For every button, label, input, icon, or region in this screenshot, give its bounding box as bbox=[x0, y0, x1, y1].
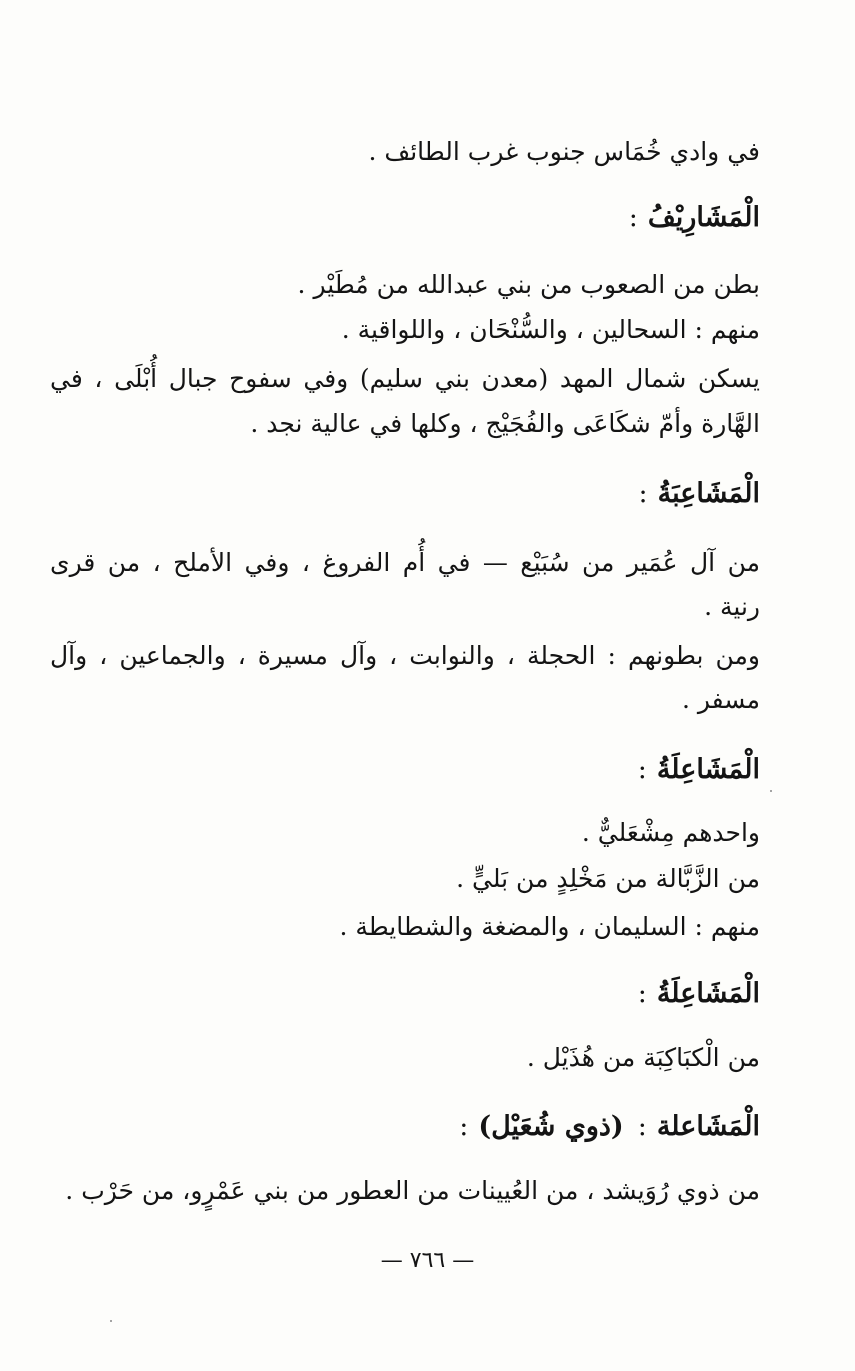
entry-text-line: مسفر . bbox=[681, 685, 760, 714]
entry-heading-mashareef bbox=[629, 200, 760, 236]
heading-colon: : bbox=[637, 1111, 647, 1142]
entry-text-line: من ذوي رُوَيشد ، من العُيينات من العطور من بني عَمْرٍو، من حَرْب . bbox=[65, 1176, 760, 1205]
entry-title: الْمَشَارِيْفُ bbox=[647, 202, 760, 233]
heading-colon: : bbox=[628, 202, 638, 233]
entry-text-line: رنية . bbox=[704, 592, 760, 621]
entry-text-line: من الزَّبَّالة من مَخْلِدٍ من بَليٍّ . bbox=[456, 864, 760, 893]
heading-colon: : bbox=[637, 978, 647, 1009]
heading-colon: : bbox=[637, 754, 647, 785]
entry-text-line: واحدهم مِشْعَليٌّ . bbox=[581, 818, 760, 847]
entry-title-extra: (ذوي شُعَيْل) bbox=[478, 1111, 624, 1142]
entry-title: الْمَشَاعِبَةُ bbox=[657, 478, 760, 509]
heading-colon: : bbox=[638, 478, 648, 509]
entry-title: الْمَشَاعلة bbox=[656, 1111, 760, 1142]
entry-title: الْمَشَاعِلَةُ bbox=[656, 754, 760, 785]
entry-heading-mashaaba bbox=[639, 476, 761, 512]
page-number: — ٧٦٦ — bbox=[380, 1248, 475, 1273]
entry-text-line: منهم : السحالين ، والسُّنْحَان ، واللواقية . bbox=[341, 315, 760, 344]
entry-text-line: بطن من الصعوب من بني عبدالله من مُطَيْر . bbox=[297, 270, 760, 299]
entry-heading-mashaila-dhawi-shuail bbox=[459, 1109, 760, 1145]
entry-text-line: الهَّارة وأمّ شكَاعَى والفُجَيْج ، وكلها في عالية نجد . bbox=[250, 409, 760, 438]
heading-colon: : bbox=[459, 1111, 469, 1142]
entry-title: الْمَشَاعِلَةُ bbox=[656, 978, 760, 1009]
continuation-line: في وادي خُمَاس جنوب غرب الطائف . bbox=[368, 137, 760, 166]
entry-text-line: ومن بطونهم : الحجلة ، والنوابت ، وآل مسيرة ، والجماعين ، وآل bbox=[50, 641, 760, 670]
entry-heading-mashaila-2 bbox=[638, 976, 760, 1012]
entry-heading-mashaila-1 bbox=[638, 752, 760, 788]
paper-speck bbox=[770, 790, 772, 792]
entry-text-line: يسكن شمال المهد (معدن بني سليم) وفي سفوح جبال أُبْلَى ، في bbox=[50, 364, 760, 393]
paper-speck bbox=[110, 1320, 112, 1322]
entry-text-line: من الْكبَاكِبَة من هُذَيْل . bbox=[526, 1043, 760, 1072]
entry-text-line: منهم : السليمان ، والمضغة والشطايطة . bbox=[339, 912, 760, 941]
entry-text-line: من آل عُمَير من سُبَيْع — في أُم الفروغ ، وفي الأملح ، من قرى bbox=[50, 548, 760, 577]
